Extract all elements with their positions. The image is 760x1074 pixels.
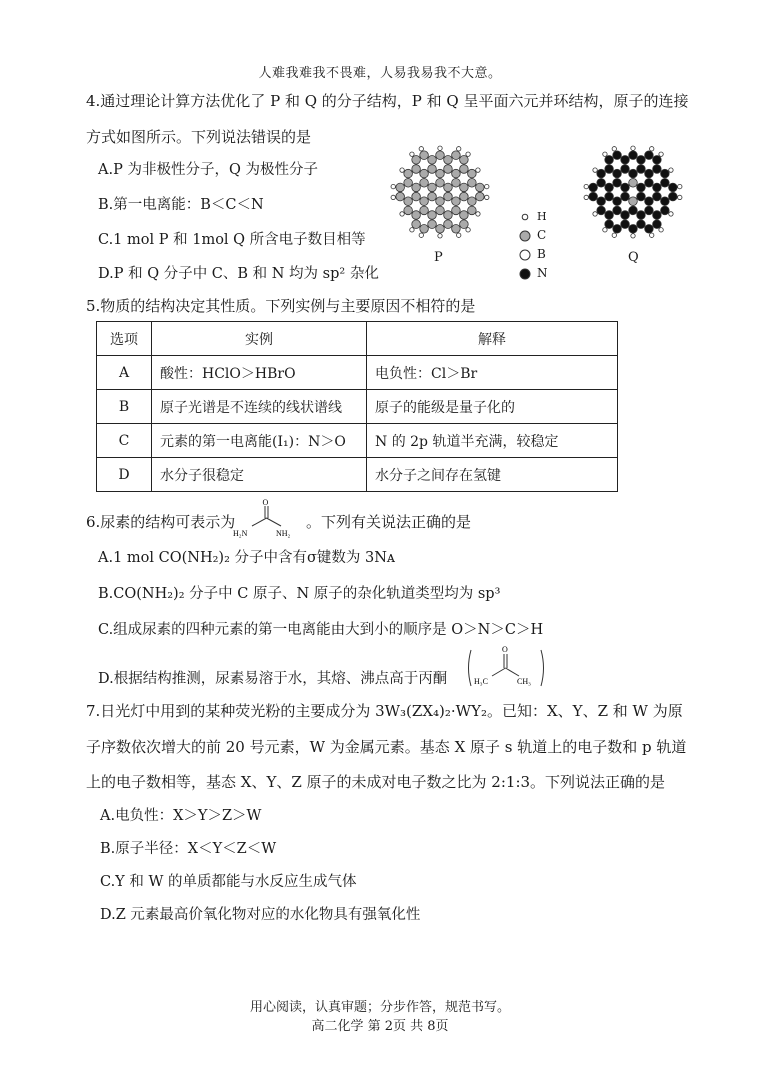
q5-stem: 5.物质的结构决定其性质。下列实例与主要原因不相符的是	[86, 297, 476, 315]
carbon-atom	[420, 179, 429, 188]
nitrogen-atom	[653, 165, 662, 174]
q6-stem-after: 。下列有关说法正确的是	[306, 513, 472, 531]
nitrogen-atom	[637, 165, 646, 174]
acetone-o-label: O	[502, 645, 508, 654]
q7-option-a: A.电负性：X＞Y＞Z＞W	[100, 808, 262, 824]
carbon-atom	[436, 206, 445, 215]
carbon-atom	[428, 220, 437, 229]
legend-c-dot	[520, 231, 530, 241]
row-explanation: 原子的能级是量子化的	[367, 390, 618, 424]
carbon-atom	[412, 211, 421, 220]
hydrogen-atom	[485, 195, 489, 199]
nitrogen-atom	[605, 220, 614, 229]
molecule-p-figure	[375, 130, 505, 255]
hydrogen-atom	[650, 147, 654, 151]
carbon-atom	[629, 179, 638, 188]
nitrogen-atom	[637, 211, 646, 220]
nitrogen-atom	[621, 183, 630, 192]
table-row	[97, 390, 618, 424]
carbon-atom	[460, 183, 469, 192]
hydrogen-atom	[419, 233, 423, 237]
hydrogen-atom	[438, 146, 442, 150]
nitrogen-atom	[597, 179, 606, 188]
hydrogen-atom	[659, 152, 663, 156]
nitrogen-atom	[653, 220, 662, 229]
nitrogen-atom	[589, 192, 598, 201]
carbon-atom	[428, 165, 437, 174]
table-row	[97, 458, 618, 492]
carbon-atom	[452, 151, 461, 160]
hydrogen-atom	[669, 168, 673, 172]
nitrogen-atom	[589, 183, 598, 192]
carbon-atom	[396, 192, 405, 201]
hydrogen-atom	[485, 184, 489, 188]
carbon-atom	[428, 211, 437, 220]
hydrogen-atom	[476, 168, 480, 172]
q7-stem-line2: 子序数依次增大的前 20 号元素，W 为金属元素。基态 X 原子 s 轨道上的电子数和 p 轨道	[86, 738, 687, 756]
q7-option-d: D.Z 元素最高价氧化物对应的水化物具有强氧化性	[100, 907, 421, 923]
table-row	[97, 356, 618, 390]
hydrogen-atom	[593, 168, 597, 172]
q7-stem-line1: 7.日光灯中用到的某种荧光粉的主要成分为 3W₃(ZX₄)₂·WY₂。已知：X、Y、Z 和 W 为原	[86, 702, 683, 720]
carbon-atom	[436, 197, 445, 206]
nitrogen-atom	[637, 156, 646, 165]
nitrogen-atom	[629, 225, 638, 234]
nitrogen-atom	[653, 192, 662, 201]
carbon-atom	[404, 169, 413, 178]
row-example: 元素的第一电离能(I₁)：N＞O	[152, 424, 367, 458]
carbon-atom	[412, 192, 421, 201]
legend-b-dot	[520, 250, 530, 260]
carbon-atom	[460, 211, 469, 220]
row-example: 酸性：HClO＞HBrO	[152, 356, 367, 390]
nitrogen-atom	[629, 169, 638, 178]
nitrogen-atom	[605, 183, 614, 192]
hydrogen-atom	[400, 168, 404, 172]
table-header-option: 选项	[97, 322, 152, 356]
nitrogen-atom	[637, 192, 646, 201]
carbon-atom	[428, 192, 437, 201]
carbon-atom	[420, 197, 429, 206]
nitrogen-atom	[645, 179, 654, 188]
hydrogen-atom	[400, 212, 404, 216]
q4-option-c: C.1 mol P 和 1mol Q 所含电子数目相等	[98, 232, 366, 248]
legend-h-dot	[522, 214, 528, 220]
row-option: C	[97, 424, 152, 458]
footer-motto: 用心阅读，认真审题；分步作答，规范书写。	[249, 1000, 510, 1015]
nitrogen-atom	[597, 169, 606, 178]
hydrogen-atom	[593, 212, 597, 216]
hydrogen-atom	[631, 234, 635, 238]
carbon-atom	[468, 169, 477, 178]
hydrogen-atom	[419, 147, 423, 151]
nitrogen-atom	[637, 183, 646, 192]
hydrogen-atom	[584, 184, 588, 188]
nitrogen-atom	[621, 220, 630, 229]
hydrogen-atom	[410, 152, 414, 156]
urea-structure	[232, 496, 304, 540]
carbon-atom	[444, 192, 453, 201]
hydrogen-atom	[659, 228, 663, 232]
q6-stem-before: 6.尿素的结构可表示为	[86, 513, 236, 531]
nitrogen-atom	[605, 192, 614, 201]
hydrogen-atom	[438, 234, 442, 238]
carbon-atom	[460, 165, 469, 174]
carbon-atom	[420, 151, 429, 160]
q6-option-c: C.组成尿素的四种元素的第一电离能由大到小的顺序是 O＞N＞C＞H	[98, 622, 544, 638]
carbon-atom	[444, 220, 453, 229]
nitrogen-atom	[621, 211, 630, 220]
q4-stem-line2: 方式如图所示。下列说法错误的是	[86, 128, 312, 146]
carbon-atom	[468, 197, 477, 206]
hydrogen-atom	[678, 184, 682, 188]
nitrogen-atom	[645, 206, 654, 215]
nitrogen-atom	[661, 206, 670, 215]
carbon-atom	[452, 225, 461, 234]
hydrogen-atom	[603, 152, 607, 156]
carbon-atom	[404, 197, 413, 206]
nitrogen-atom	[645, 225, 654, 234]
nitrogen-atom	[661, 179, 670, 188]
legend-h-label: H	[537, 210, 547, 223]
hydrogen-atom	[678, 195, 682, 199]
carbon-atom	[476, 192, 485, 201]
row-example: 水分子很稳定	[152, 458, 367, 492]
acetone-right-label: CH₃	[517, 677, 531, 686]
carbon-atom	[460, 156, 469, 165]
nitrogen-atom	[613, 179, 622, 188]
molecule-legend	[518, 210, 558, 282]
table-header-explanation: 解释	[367, 322, 618, 356]
acetone-structure	[465, 642, 547, 692]
nitrogen-atom	[645, 169, 654, 178]
carbon-atom	[468, 179, 477, 188]
hydrogen-atom	[612, 233, 616, 237]
carbon-atom	[629, 197, 638, 206]
carbon-atom	[404, 179, 413, 188]
q4-option-d: D.P 和 Q 分子中 C、B 和 N 均为 sp² 杂化	[98, 266, 379, 282]
row-example: 原子光谱是不连续的线状谱线	[152, 390, 367, 424]
nitrogen-atom	[613, 206, 622, 215]
table-row	[97, 424, 618, 458]
carbon-atom	[420, 225, 429, 234]
row-explanation: 水分子之间存在氢键	[367, 458, 618, 492]
q6-option-d: D.根据结构推测，尿素易溶于水，其熔、沸点高于丙酮	[98, 671, 448, 687]
row-option: A	[97, 356, 152, 390]
carbon-atom	[468, 206, 477, 215]
hydrogen-atom	[650, 233, 654, 237]
nitrogen-atom	[661, 169, 670, 178]
nitrogen-atom	[613, 225, 622, 234]
acetone-left-label: H₃C	[474, 677, 488, 686]
carbon-atom	[476, 183, 485, 192]
nitrogen-atom	[613, 151, 622, 160]
carbon-atom	[460, 220, 469, 229]
molecule-p-label: P	[434, 250, 443, 265]
nitrogen-atom	[661, 197, 670, 206]
q6-option-b: B.CO(NH₂)₂ 分子中 C 原子、N 原子的杂化轨道类型均为 sp³	[98, 586, 501, 602]
page-number: 高二化学 第 2页 共 8页	[311, 1019, 449, 1034]
carbon-atom	[452, 169, 461, 178]
nitrogen-atom	[645, 151, 654, 160]
q7-option-b: B.原子半径：X＜Y＜Z＜W	[100, 841, 277, 857]
legend-c-label: C	[537, 228, 547, 242]
q6-option-a: A.1 mol CO(NH₂)₂ 分子中含有σ键数为 3Nᴀ	[98, 550, 396, 566]
carbon-atom	[460, 192, 469, 201]
header-motto: 人难我难我不畏难，人易我易我不大意。	[258, 66, 502, 81]
carbon-atom	[436, 179, 445, 188]
hydrogen-atom	[457, 233, 461, 237]
hydrogen-atom	[584, 195, 588, 199]
nitrogen-atom	[669, 192, 678, 201]
hydrogen-atom	[669, 212, 673, 216]
hydrogen-atom	[466, 228, 470, 232]
q7-option-c: C.Y 和 W 的单质都能与水反应生成气体	[100, 874, 357, 890]
nitrogen-atom	[605, 211, 614, 220]
carbon-atom	[420, 206, 429, 215]
q5-table	[96, 321, 618, 492]
carbon-atom	[412, 165, 421, 174]
carbon-atom	[412, 220, 421, 229]
legend-n-dot	[520, 269, 530, 279]
molecule-q-label: Q	[628, 250, 639, 265]
row-option: D	[97, 458, 152, 492]
nitrogen-atom	[621, 165, 630, 174]
carbon-atom	[452, 179, 461, 188]
hydrogen-atom	[476, 212, 480, 216]
molecule-q-figure	[568, 130, 698, 255]
nitrogen-atom	[637, 220, 646, 229]
carbon-atom	[428, 156, 437, 165]
carbon-atom	[444, 156, 453, 165]
carbon-atom	[452, 197, 461, 206]
nitrogen-atom	[605, 165, 614, 174]
carbon-atom	[412, 156, 421, 165]
nitrogen-atom	[613, 197, 622, 206]
carbon-atom	[436, 151, 445, 160]
carbon-atom	[412, 183, 421, 192]
carbon-atom	[436, 225, 445, 234]
q4-option-b: B.第一电离能：B＜C＜N	[98, 197, 264, 213]
q4-stem-line1: 4.通过理论计算方法优化了 P 和 Q 的分子结构，P 和 Q 呈平面六元并环结构，原子的连接	[86, 92, 689, 110]
urea-o-label: O	[262, 498, 269, 507]
row-explanation: N 的 2p 轨道半充满，较稳定	[367, 424, 618, 458]
q4-option-a: A.P 为非极性分子，Q 为极性分子	[98, 162, 318, 178]
carbon-atom	[452, 206, 461, 215]
nitrogen-atom	[653, 211, 662, 220]
hydrogen-atom	[410, 228, 414, 232]
legend-n-label: N	[537, 266, 548, 280]
nitrogen-atom	[629, 206, 638, 215]
nitrogen-atom	[669, 183, 678, 192]
hydrogen-atom	[603, 228, 607, 232]
hydrogen-atom	[466, 152, 470, 156]
nitrogen-atom	[645, 197, 654, 206]
hydrogen-atom	[612, 147, 616, 151]
carbon-atom	[420, 169, 429, 178]
table-header-example: 实例	[152, 322, 367, 356]
carbon-atom	[444, 211, 453, 220]
row-explanation: 电负性：Cl＞Br	[367, 356, 618, 390]
nitrogen-atom	[597, 197, 606, 206]
carbon-atom	[428, 183, 437, 192]
hydrogen-atom	[457, 147, 461, 151]
hydrogen-atom	[391, 195, 395, 199]
q7-stem-line3: 上的电子数相等，基态 X、Y、Z 原子的未成对电子数之比为 2:1:3。下列说法正确的是	[86, 773, 666, 791]
nitrogen-atom	[613, 169, 622, 178]
legend-b-label: B	[537, 247, 546, 261]
table-header-row	[97, 322, 618, 356]
nitrogen-atom	[629, 151, 638, 160]
carbon-atom	[436, 169, 445, 178]
urea-left-label: H₂N	[233, 529, 248, 538]
carbon-atom	[396, 183, 405, 192]
carbon-atom	[444, 165, 453, 174]
nitrogen-atom	[621, 156, 630, 165]
nitrogen-atom	[621, 192, 630, 201]
row-option: B	[97, 390, 152, 424]
nitrogen-atom	[597, 206, 606, 215]
carbon-atom	[444, 183, 453, 192]
urea-right-label: NH₂	[276, 529, 291, 538]
nitrogen-atom	[653, 183, 662, 192]
hydrogen-atom	[631, 146, 635, 150]
hydrogen-atom	[391, 184, 395, 188]
nitrogen-atom	[653, 156, 662, 165]
nitrogen-atom	[605, 156, 614, 165]
carbon-atom	[404, 206, 413, 215]
